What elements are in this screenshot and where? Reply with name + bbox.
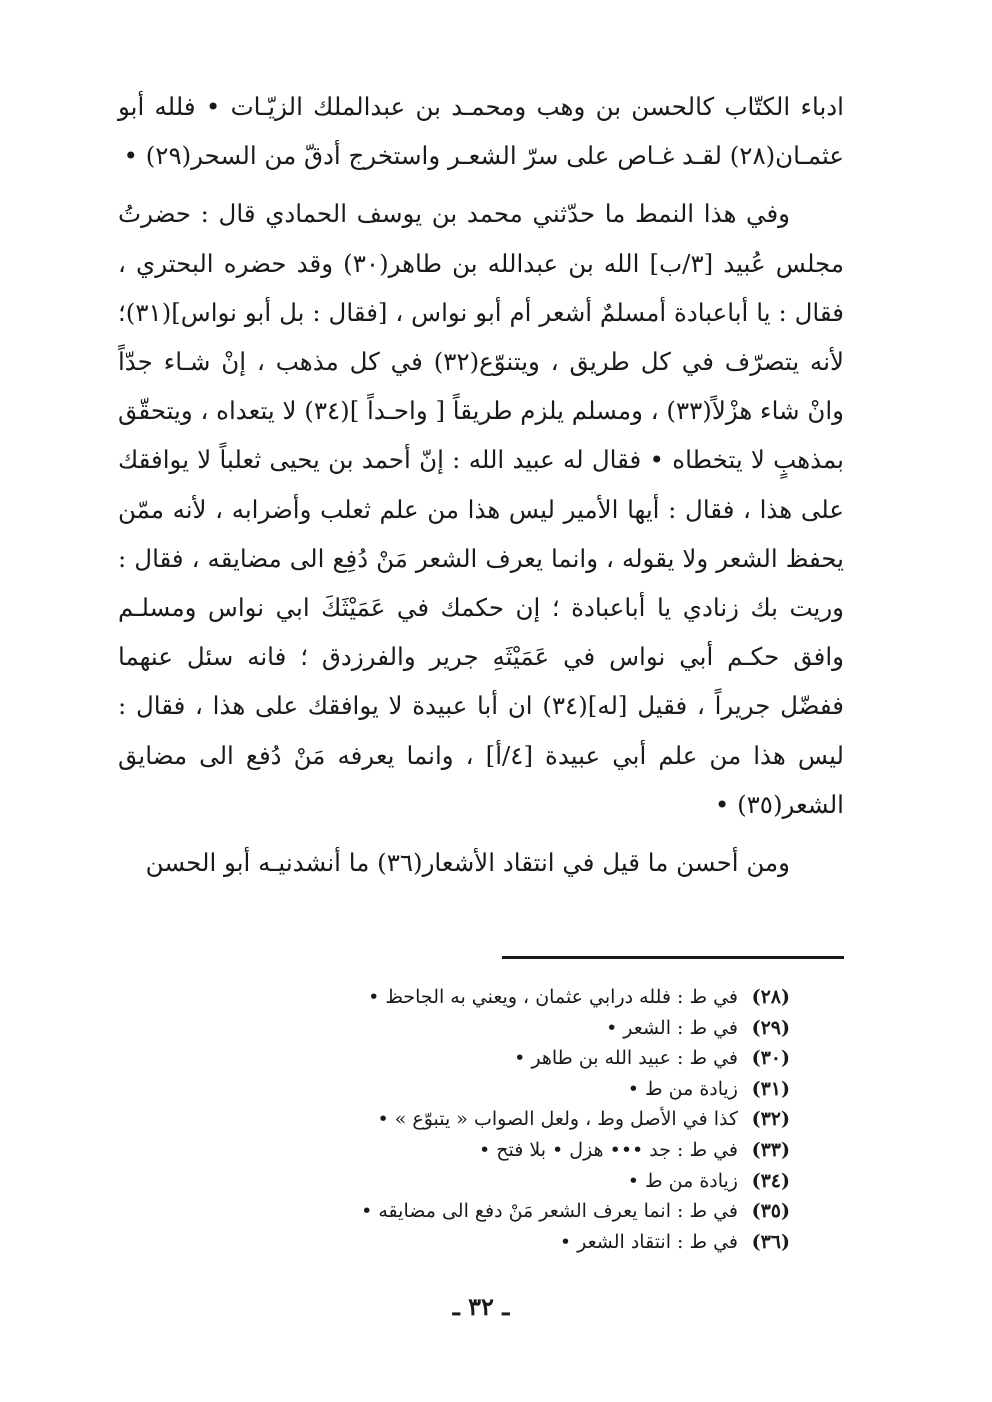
footnote-text: في ط : انما يعرف الشعر مَنْ دفع الى مضايقه • <box>361 1200 738 1223</box>
paragraph: ومن أحسن ما قيل في انتقاد الأشعار(٣٦) ما أنشدنيـه أبو الحسن <box>145 848 790 878</box>
footnote-text: زيادة من ط • <box>627 1077 738 1100</box>
footnote-number: (٣٣) <box>751 1138 790 1161</box>
footnote-number: (٢٩) <box>751 1016 790 1039</box>
footnote-text: في ط : جد ••• هزل • بلا فتح • <box>478 1138 738 1161</box>
paragraph: وفي هذا النمط ما حدّثني محمد بن يوسف الحمادي قال : حضرتُ مجلس عُبيد [٣/ب] الله بن عبدالله بن طاهر(٣٠) وقد حضره البحتري ، فقال : يا أباعبادة أمسلمٌ أشعر أم أبو نواس ، [فقال : بل أبو نواس](٣١)؛ لأنه يتصرّف في كل طريق ، ويتنوّع(٣٢) في كل مذهب ، إنْ شـاء جدّاً وانْ شاء هزْلاً(٣٣) ، ومسلم يلزم طريقاً [ واحـداً ](٣٤) لا يتعداه ، ويتحقّق بمذهبٍ لا يتخطاه • فقال له عبيد الله : إنّ أحمد بن يحيى ثعلباً لا يوافقك على هذا ، فقال : أيها الأمير ليس هذا من علم ثعلب وأضرابه ، لأنه ممّن يحفظ الشعر ولا يقوله ، وانما يعرف الشعر مَنْ دُفِع الى مضايقه ، فقال : وريت بك زنادي يا أباعبادة ؛ إن حكمك في عَمَيْثَكَ ابي نواس ومسلـم وافق حكـم أبي نواس في عَمَيْثَهِ جرير والفرزدق ؛ فانه سئل عنهما ففضّل جريراً ، فقيل [له](٣٤) ان أبا عبيدة لا يوافقك على هذا ، فقال : ليس هذا من علم أبي عبيدة [٤/أ] ، وانما يعرفه مَنْ دُفع الى مضايق الشعر(٣٥) • <box>118 199 844 819</box>
footnote <box>190 1166 790 1197</box>
footnote-text: في ط : فلله درابي عثمان ، ويعني به الجاحظ • <box>368 986 738 1008</box>
footnote-number: (٣١) <box>751 1077 790 1100</box>
footnote-text: في ط : عبيد الله بن طاهر • <box>514 1047 738 1070</box>
footnote-text: في ط : انتقاد الشعر • <box>559 1230 738 1253</box>
footnotes-list <box>190 982 790 1257</box>
footnote-text: زيادة من ط • <box>627 1169 738 1192</box>
footnote <box>190 1074 790 1105</box>
footnote-number: (٣٤) <box>751 1169 790 1192</box>
footnote <box>190 1013 790 1044</box>
footnote <box>190 1043 790 1074</box>
footnote-text: في ط : الشعر • <box>606 1016 738 1039</box>
footnote-number: (٣٢) <box>751 1108 790 1131</box>
footnote-number: (٣٥) <box>751 1200 790 1223</box>
footnote-number: (٣٦) <box>751 1230 790 1253</box>
document-page <box>118 82 844 1342</box>
paragraph: ادباء الكتّاب كالحسن بن وهب ومحمـد بن عبدالملك الزيّـات • فلله أبو عثمـان(٢٨) لقـد غـاص على سرّ الشعـر واستخرج أدقّ من السحر(٢٩) • <box>118 92 844 171</box>
body-text <box>118 82 844 887</box>
footnote-number: (٢٨) <box>751 986 790 1008</box>
page-number: ـ ٣٢ ـ <box>452 1292 510 1321</box>
footnote-text: كذا في الأصل وط ، ولعل الصواب « يتبوّع » • <box>377 1108 738 1131</box>
footnote <box>190 1196 790 1227</box>
footnote <box>190 1227 790 1258</box>
footnote-number: (٣٠) <box>751 1047 790 1070</box>
footnote-separator <box>502 956 844 959</box>
footnote <box>190 1135 790 1166</box>
footnote <box>190 982 790 1013</box>
footnote <box>190 1104 790 1135</box>
